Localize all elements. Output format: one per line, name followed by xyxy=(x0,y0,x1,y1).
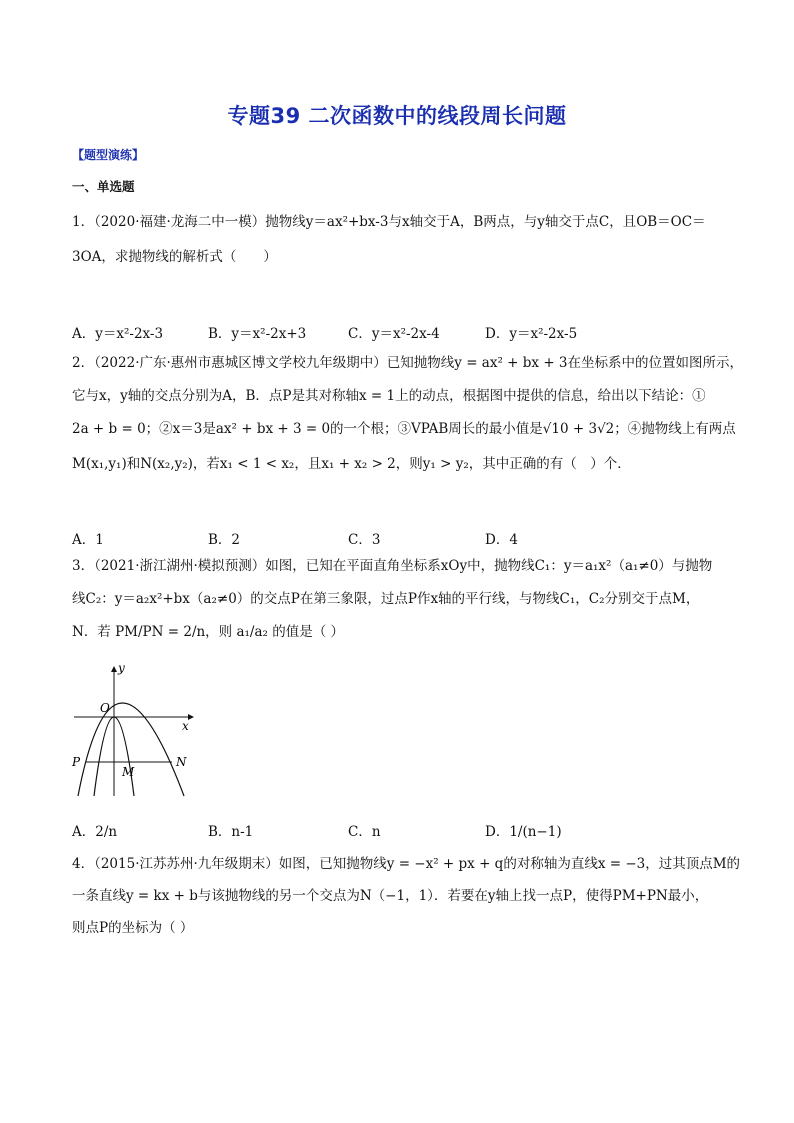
page-title: 专题39 二次函数中的线段周长问题 xyxy=(227,104,567,128)
q1-option-b: B．y＝x²-2x+3 xyxy=(208,326,307,342)
q3-option-b: B．n-1 xyxy=(208,824,254,840)
q1-option-a: A．y＝x²-2x-3 xyxy=(72,326,164,342)
label-x: x xyxy=(182,719,189,733)
y-axis-arrow xyxy=(111,666,117,672)
q4-line-3: 则点P的坐标为（ ） xyxy=(72,920,194,936)
label-o: O xyxy=(100,701,110,715)
q3-parabola-figure xyxy=(70,660,200,800)
section-heading: 一、单选题 xyxy=(72,179,135,194)
q2-option-a: A．1 xyxy=(72,532,104,548)
x-axis-arrow xyxy=(188,714,194,720)
q4-line-1: 4．（2015·江苏苏州·九年级期末）如图，已知抛物线y = −x² + px + q的对称轴为直线x = −3，过其顶点M的 xyxy=(72,856,741,872)
q3-line-3: N．若 PM/PN = 2/n，则 a₁/a₂ 的值是（ ） xyxy=(72,624,345,640)
q3-line-1: 3．（2021·浙江湖州·模拟预测）如图，已知在平面直角坐标系xOy中，抛物线C₁：y＝a₁x²（a₁≠0）与抛物 xyxy=(72,558,713,574)
q1-line-1: 1．（2020·福建·龙海二中一模）抛物线y＝ax²+bx-3与x轴交于A，B两点，与y轴交于点C，且OB＝OC＝ xyxy=(72,214,706,230)
q2-option-b: B．2 xyxy=(208,532,241,548)
q3-option-c: C．n xyxy=(348,824,381,840)
q4-line-2: 一条直线y = kx + b与该抛物线的另一个交点为N（−1，1）．若要在y轴上找一点P，使得PM+PN最小， xyxy=(72,888,709,904)
q1-option-c: C．y＝x²-2x-4 xyxy=(348,326,440,342)
q3-option-d: D．1/(n−1) xyxy=(485,824,562,840)
q2-option-c: C．3 xyxy=(348,532,381,548)
label-m: M xyxy=(122,765,135,779)
label-y: y xyxy=(118,661,125,675)
section-tag: 【题型演练】 xyxy=(72,148,145,162)
q3-option-a: A．2/n xyxy=(72,824,118,840)
q1-option-d: D．y＝x²-2x-5 xyxy=(485,326,578,342)
label-n: N xyxy=(176,755,187,769)
q2-line-4: M(x₁,y₁)和N(x₂,y₂)，若x₁ < 1 < x₂，且x₁ + x₂ > 2，则y₁ > y₂，其中正确的有（ ）个． xyxy=(72,456,631,472)
q2-option-d: D．4 xyxy=(485,532,518,548)
q3-line-2: 线C₂：y＝a₂x²+bx（a₂≠0）的交点P在第三象限，过点P作x轴的平行线，与物线C₁，C₂分别交于点M， xyxy=(72,591,700,607)
q2-line-1: 2．（2022·广东·惠州市惠城区博文学校九年级期中）已知抛物线y = ax² + bx + 3在坐标系中的位置如图所示， xyxy=(72,355,744,371)
q1-line-2: 3OA，求抛物线的解析式（ ） xyxy=(72,249,277,265)
q2-line-3: 2a + b = 0；②x＝3是ax² + bx + 3 = 0的一个根；③VPAB周长的最小值是√10 + 3√2；④抛物线上有两点 xyxy=(72,421,736,437)
label-p: P xyxy=(72,755,81,769)
q2-line-2: 它与x，y轴的交点分别为A，B．点P是其对称轴x = 1上的动点，根据图中提供的信息，给出以下结论：① xyxy=(72,388,706,404)
